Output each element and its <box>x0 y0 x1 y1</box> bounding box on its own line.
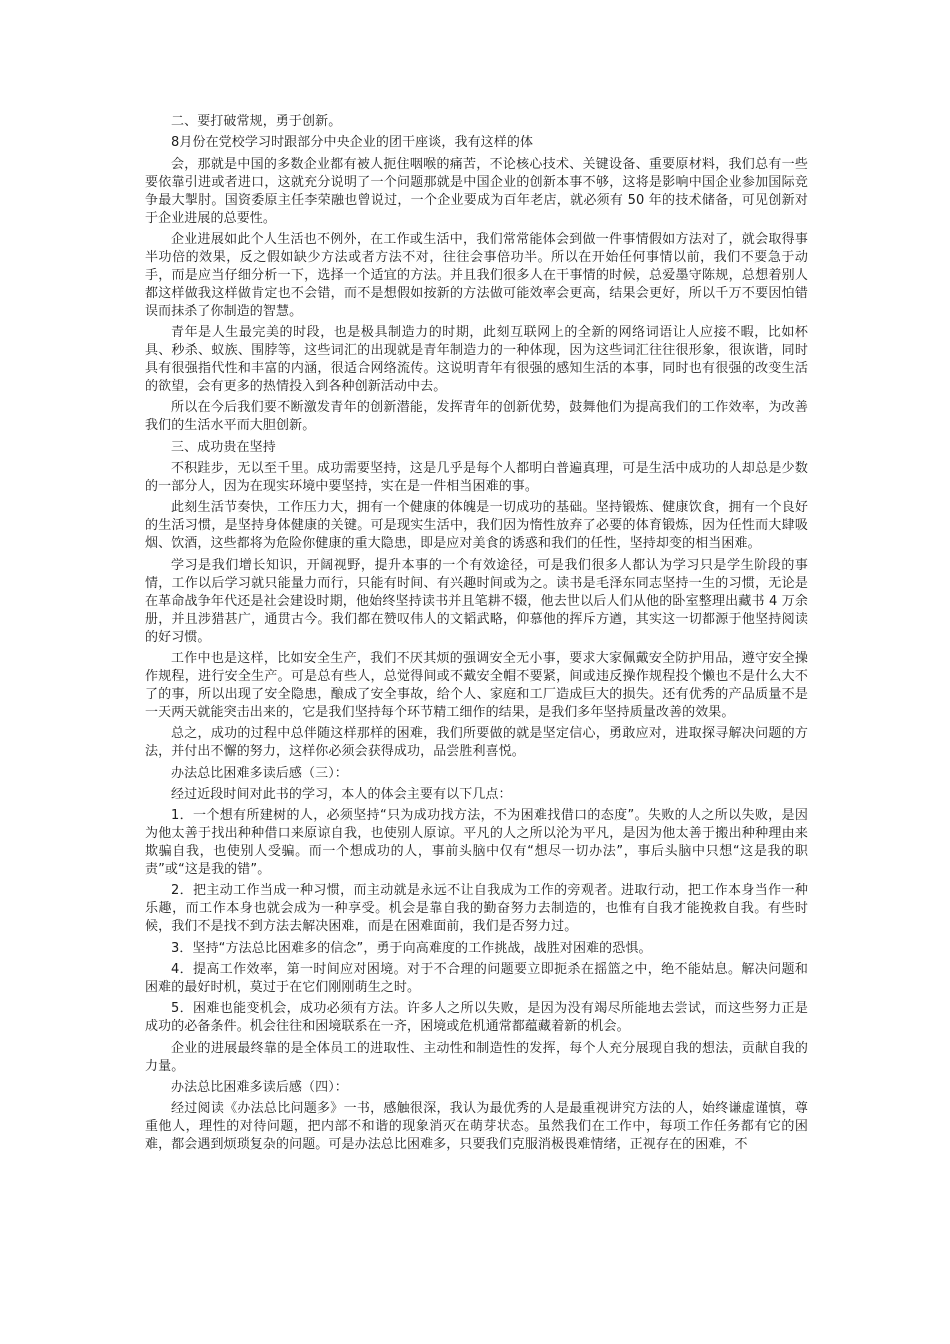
paragraph: 工作中也是这样，比如安全生产，我们不厌其烦的强调安全无小事，要求大家佩戴安全防护用品，遵守安全操作规程，进行安全生产。可是总有些人，总觉得间或不戴安全帽不要紧，间或违反操作规程投个懒也不是什么大不了的事，所以出现了安全隐患，酿成了安全事故，给个人、家庭和工厂造成巨大的损失。还有优秀的产品质量不是一天两天就能突击出来的，它是我们坚持每个环节精工细作的结果，是我们多年坚持质量改善的效果。 <box>145 650 808 720</box>
paragraph: 所以在今后我们要不断激发青年的创新潜能，发挥青年的创新优势，鼓舞他们为提高我们的工作效率，为改善我们的生活水平而大胆创新。 <box>145 400 808 434</box>
list-item: 4．提高工作效率，第一时间应对困境。对于不合理的问题要立即扼杀在摇篮之中，绝不能姑息。解决问题和困难的最好时机，莫过于在它们刚刚萌生之时。 <box>145 962 808 996</box>
paragraph: 企业进展如此个人生活也不例外，在工作或生活中，我们常常能体会到做一件事情假如方法对了，就会取得事半功倍的效果，反之假如缺少方法或者方法不对，往往会事倍功半。所以在开始任何事情以前，我们不要急于动手，而是应当仔细分析一下，选择一个适宜的方法。并且我们很多人在干事情的时候，总爱墨守陈规，总想着别人都这样做我这样做肯定也不会错，而不是想假如按新的方法做可能效率会更高，结果会更好，所以千万不要因怕错误而抹杀了你制造的智慧。 <box>145 231 808 319</box>
list-item: 2．把主动工作当成一种习惯，而主动就是永远不让自我成为工作的旁观者。进取行动，把工作本身当作一种乐趣，而工作本身也就会成为一种享受。机会是靠自我的勤奋努力去制造的，也惟有自我才能挽救自我。有些时候，我们不是找不到方法去解决困难，而是在困难面前，我们是否努力过。 <box>145 883 808 935</box>
paragraph: 总之，成功的过程中总伴随这样那样的困难，我们所要做的就是坚定信心，勇敢应对，进取探寻解决问题的方法，并付出不懈的努力，这样你必须会获得成功，品尝胜利喜悦。 <box>145 726 808 760</box>
paragraph: 经过阅读《办法总比问题多》一书，感触很深，我认为最优秀的人是最重视讲究方法的人，始终谦虚谨慎，尊重他人，理性的对待问题，把内部不和谐的现象消灭在萌芽状态。虽然我们在工作中，每项工作任务都有它的困难，都会遇到烦琐复杂的问题。可是办法总比困难多，只要我们克服消极畏难情绪，正视存在的困难，不 <box>145 1101 808 1153</box>
list-item: 1．一个想有所建树的人，必须坚持“只为成功找方法，不为困难找借口的态度”。失败的人之所以失败，是因为他太善于找出种种借口来原谅自我，也使别人原谅。平凡的人之所以沦为平凡，是因为他太善于搬出种种理由来欺骗自我，也使别人受骗。而一个想成功的人，事前头脑中仅有“想尽一切办法”，事后头脑中只想“这是我的职责”或“这是我的错”。 <box>145 808 808 878</box>
section-heading: 办法总比困难多读后感（四）： <box>171 1079 348 1095</box>
paragraph: 经过近段时间对此书的学习，本人的体会主要有以下几点： <box>171 786 512 802</box>
paragraph: 会，那就是中国的多数企业都有被人扼住咽喉的痛苦，不论核心技术、关键设备、重要原材料，我们总有一些要依靠引进或者进口，这就充分说明了一个问题那就是中国企业的创新本事不够，这将是影响中国企业参加国际竞争最大掣肘。国资委原主任李荣融也曾说过，一个企业要成为百年老店，就必须有 50 年的技术储备，可见创新对于企业进展的总要性。 <box>145 156 808 226</box>
list-item: 3．坚持“方法总比困难多的信念”，勇于向高难度的工作挑战，战胜对困难的恐惧。 <box>171 940 652 956</box>
paragraph: 8月份在党校学习时跟部分中央企业的团干座谈，我有这样的体 <box>171 135 534 151</box>
list-item: 5．困难也能变机会，成功必须有方法。许多人之所以失败，是因为没有竭尽所能地去尝试，而这些努力正是成功的必备条件。机会往往和困境联系在一齐，困境或危机通常都蕴藏着新的机会。 <box>145 1001 808 1035</box>
paragraph: 二、要打破常规，勇于创新。 <box>171 114 342 129</box>
section-heading: 三、成功贵在坚持 <box>171 439 276 455</box>
document-page <box>145 113 808 1158</box>
paragraph: 学习是我们增长知识，开阔视野，提升本事的一个有效途径，可是我们很多人都认为学习只是学生阶段的事情，工作以后学习就只能量力而行，只能有时间、有兴趣时间或为之。读书是毛泽东同志坚持一生的习惯，无论是在革命战争年代还是社会建设时期，他始终坚持读书并且笔耕不辍，他去世以后人们从他的卧室整理出藏书 4 万余册，并且涉猎甚广，通贯古今。我们都在赞叹伟人的文韬武略，仰慕他的挥斥方遒，其实这一切都源于他坚持阅读的好习惯。 <box>145 557 808 645</box>
paragraph: 不积跬步，无以至千里。成功需要坚持，这是几乎是每个人都明白普遍真理，可是生活中成功的人却总是少数的一部分人，因为在现实环境中要坚持，实在是一件相当困难的事。 <box>145 461 808 495</box>
paragraph: 企业的进展最终靠的是全体员工的进取性、主动性和制造性的发挥，每个人充分展现自我的想法，贡献自我的力量。 <box>145 1040 808 1074</box>
paragraph: 此刻生活节奏快，工作压力大，拥有一个健康的体魄是一切成功的基础。坚持锻炼、健康饮食，拥有一个良好的生活习惯，是坚持身体健康的关键。可是现实生活中，我们因为惰性放弃了必要的体育锻炼，因为任性而大肆吸烟、饮酒，这些都将为危险你健康的重大隐患，即是应对美食的诱惑和我们的任性，坚持却变的相当困难。 <box>145 500 808 552</box>
paragraph: 青年是人生最完美的时段，也是极具制造力的时期，此刻互联网上的全新的网络词语让人应接不暇，比如杯具、秒杀、蚁族、围脖等，这些词汇的出现就是青年制造力的一种体现，因为这些词汇往往很形象，很诙谐，同时具有很强指代性和丰富的内涵，很适合网络流传。这说明青年有很强的感知生活的本事，同时也有很强的改变生活的欲望，会有更多的热情投入到各种创新活动中去。 <box>145 325 808 395</box>
section-heading: 办法总比困难多读后感（三）： <box>171 765 348 781</box>
